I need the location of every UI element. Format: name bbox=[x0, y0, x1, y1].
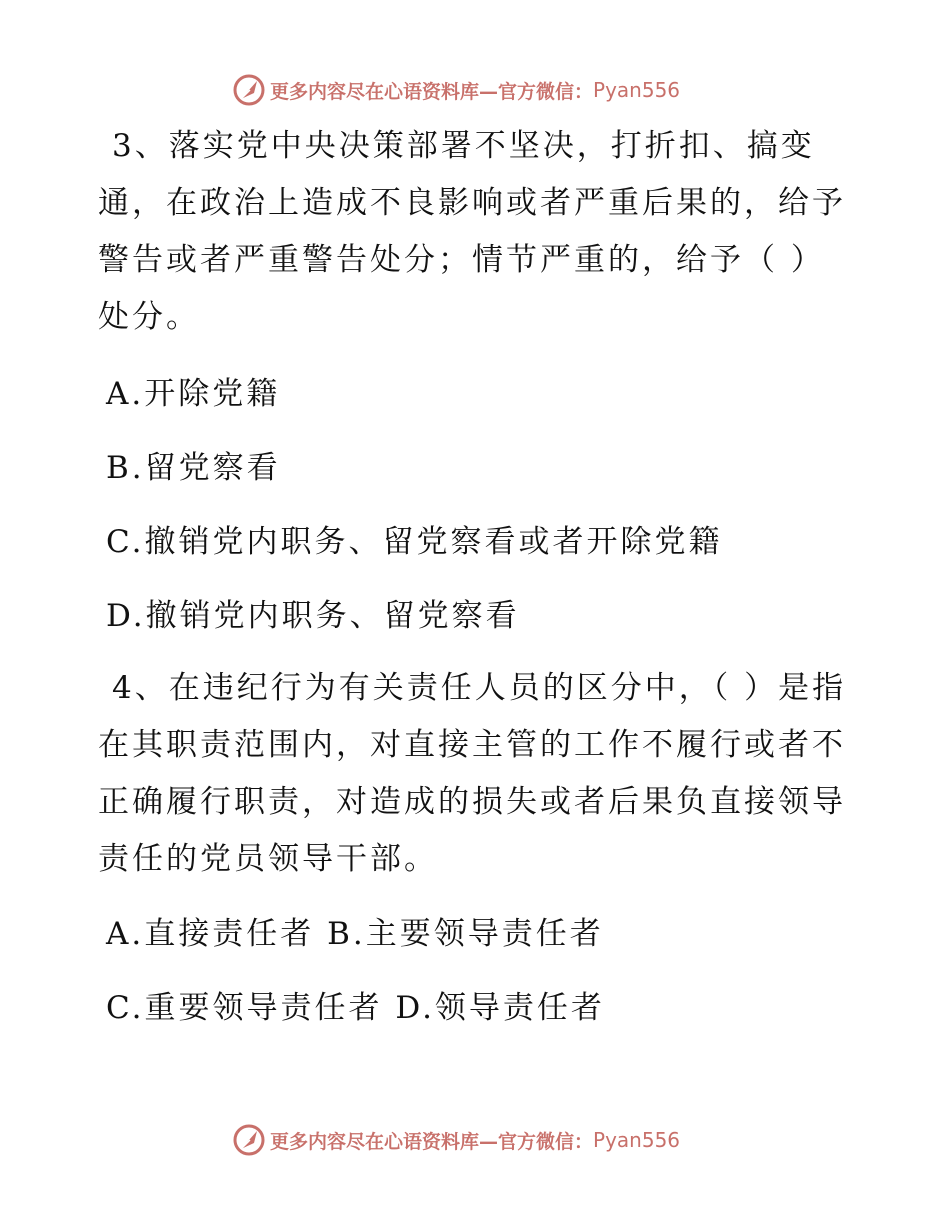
watermark-text: 更多内容尽在心语资料库—官方微信： bbox=[270, 80, 594, 103]
footer-watermark bbox=[232, 1123, 680, 1157]
header-watermark bbox=[232, 73, 680, 107]
option-b: B.留党察看 bbox=[106, 450, 281, 486]
watermark-text: 更多内容尽在心语资料库—官方微信： bbox=[270, 1130, 594, 1153]
document-body bbox=[98, 118, 858, 1028]
watermark-account: Pyan556 bbox=[593, 1128, 681, 1152]
question-3 bbox=[98, 118, 858, 346]
option-a: A.开除党籍 bbox=[106, 376, 281, 412]
quill-pen-logo-icon bbox=[232, 1123, 266, 1157]
option-c-d: C.重要领导责任者 D.领导责任者 bbox=[106, 990, 605, 1026]
question-3-options bbox=[98, 374, 858, 636]
question-4-options bbox=[98, 914, 858, 1028]
option-c: C.撤销党内职务、留党察看或者开除党籍 bbox=[106, 524, 723, 560]
option-d: D.撤销党内职务、留党察看 bbox=[106, 598, 520, 634]
quill-pen-logo-icon bbox=[232, 73, 266, 107]
option-a-b: A.直接责任者 B.主要领导责任者 bbox=[106, 916, 604, 952]
question-4 bbox=[98, 660, 858, 888]
watermark-account: Pyan556 bbox=[593, 78, 681, 102]
question-text: 4、在违纪行为有关责任人员的区分中，（ ）是指在其职责范围内，对直接主管的工作不履行或者不正确履行职责，对造成的损失或者后果负直接领导责任的党员领导干部。 bbox=[98, 670, 847, 877]
question-text: 3、落实党中央决策部署不坚决，打折扣、搞变通，在政治上造成不良影响或者严重后果的，给予警告或者严重警告处分；情节严重的，给予（ ）处分。 bbox=[98, 128, 846, 335]
